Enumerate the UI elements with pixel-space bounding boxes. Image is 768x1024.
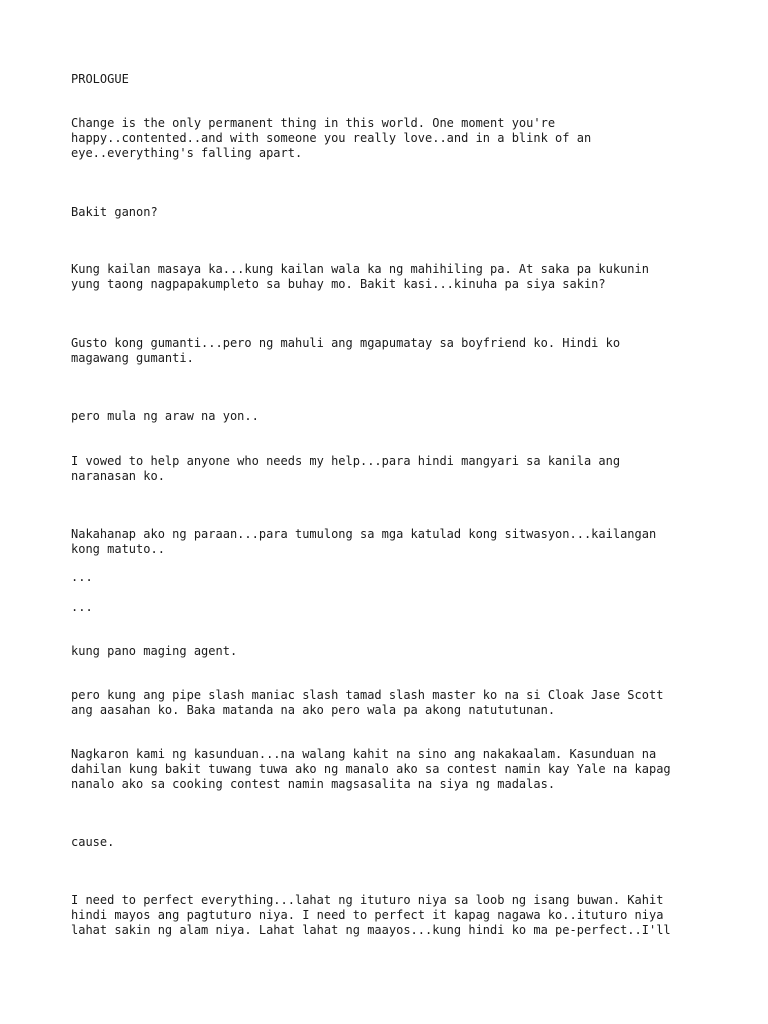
text-line: pero mula ng araw na yon.. [71,409,259,423]
text-line: Kung kailan masaya ka...kung kailan wala ka ng mahihiling pa. At saka pa kukunin [71,262,649,276]
text-line: dahilan kung bakit tuwang tuwa ako ng manalo ako sa contest namin kay Yale na kapag [71,762,671,776]
text-line: I need to perfect everything...lahat ng ituturo niya sa loob ng isang buwan. Kahit [71,893,664,907]
text-line: ang aasahan ko. Baka matanda na ako pero wala pa akong natututunan. [71,703,556,717]
text-line: Change is the only permanent thing in this world. One moment you're [71,116,556,130]
document-title: PROLOGUE [71,72,129,86]
text-line: happy..contented..and with someone you really love..and in a blink of an [71,131,592,145]
text-line: kung pano maging agent. [71,644,238,658]
text-line: Nagkaron kami ng kasunduan...na walang kahit na sino ang nakakaalam. Kasunduan na [71,747,657,761]
text-line: hindi mayos ang pagtuturo niya. I need to perfect it kapag nagawa ko..ituturo niya [71,908,664,922]
text-line: kong matuto.. [71,542,165,556]
text-line: I vowed to help anyone who needs my help...para hindi mangyari sa kanila ang [71,454,621,468]
text-line: yung taong nagpapakumpleto sa buhay mo. Bakit kasi...kinuha pa siya sakin? [71,277,606,291]
text-line: Gusto kong gumanti...pero ng mahuli ang mgapumatay sa boyfriend ko. Hindi ko [71,336,621,350]
text-line: pero kung ang pipe slash maniac slash tamad slash master ko na si Cloak Jase Scott [71,688,664,702]
text-line: eye..everything's falling apart. [71,146,303,160]
text-line: ... [71,600,93,614]
text-line: cause. [71,835,115,849]
text-line: ... [71,570,93,584]
text-line: nanalo ako sa cooking contest namin magsasalita na siya ng madalas. [71,777,556,791]
text-line: Bakit ganon? [71,205,158,219]
text-line: Nakahanap ako ng paraan...para tumulong sa mga katulad kong sitwasyon...kailangan [71,527,657,541]
text-line: naranasan ko. [71,469,165,483]
text-line: magawang gumanti. [71,351,194,365]
text-line: lahat sakin ng alam niya. Lahat lahat ng maayos...kung hindi ko ma pe-perfect..I'll [71,923,671,937]
